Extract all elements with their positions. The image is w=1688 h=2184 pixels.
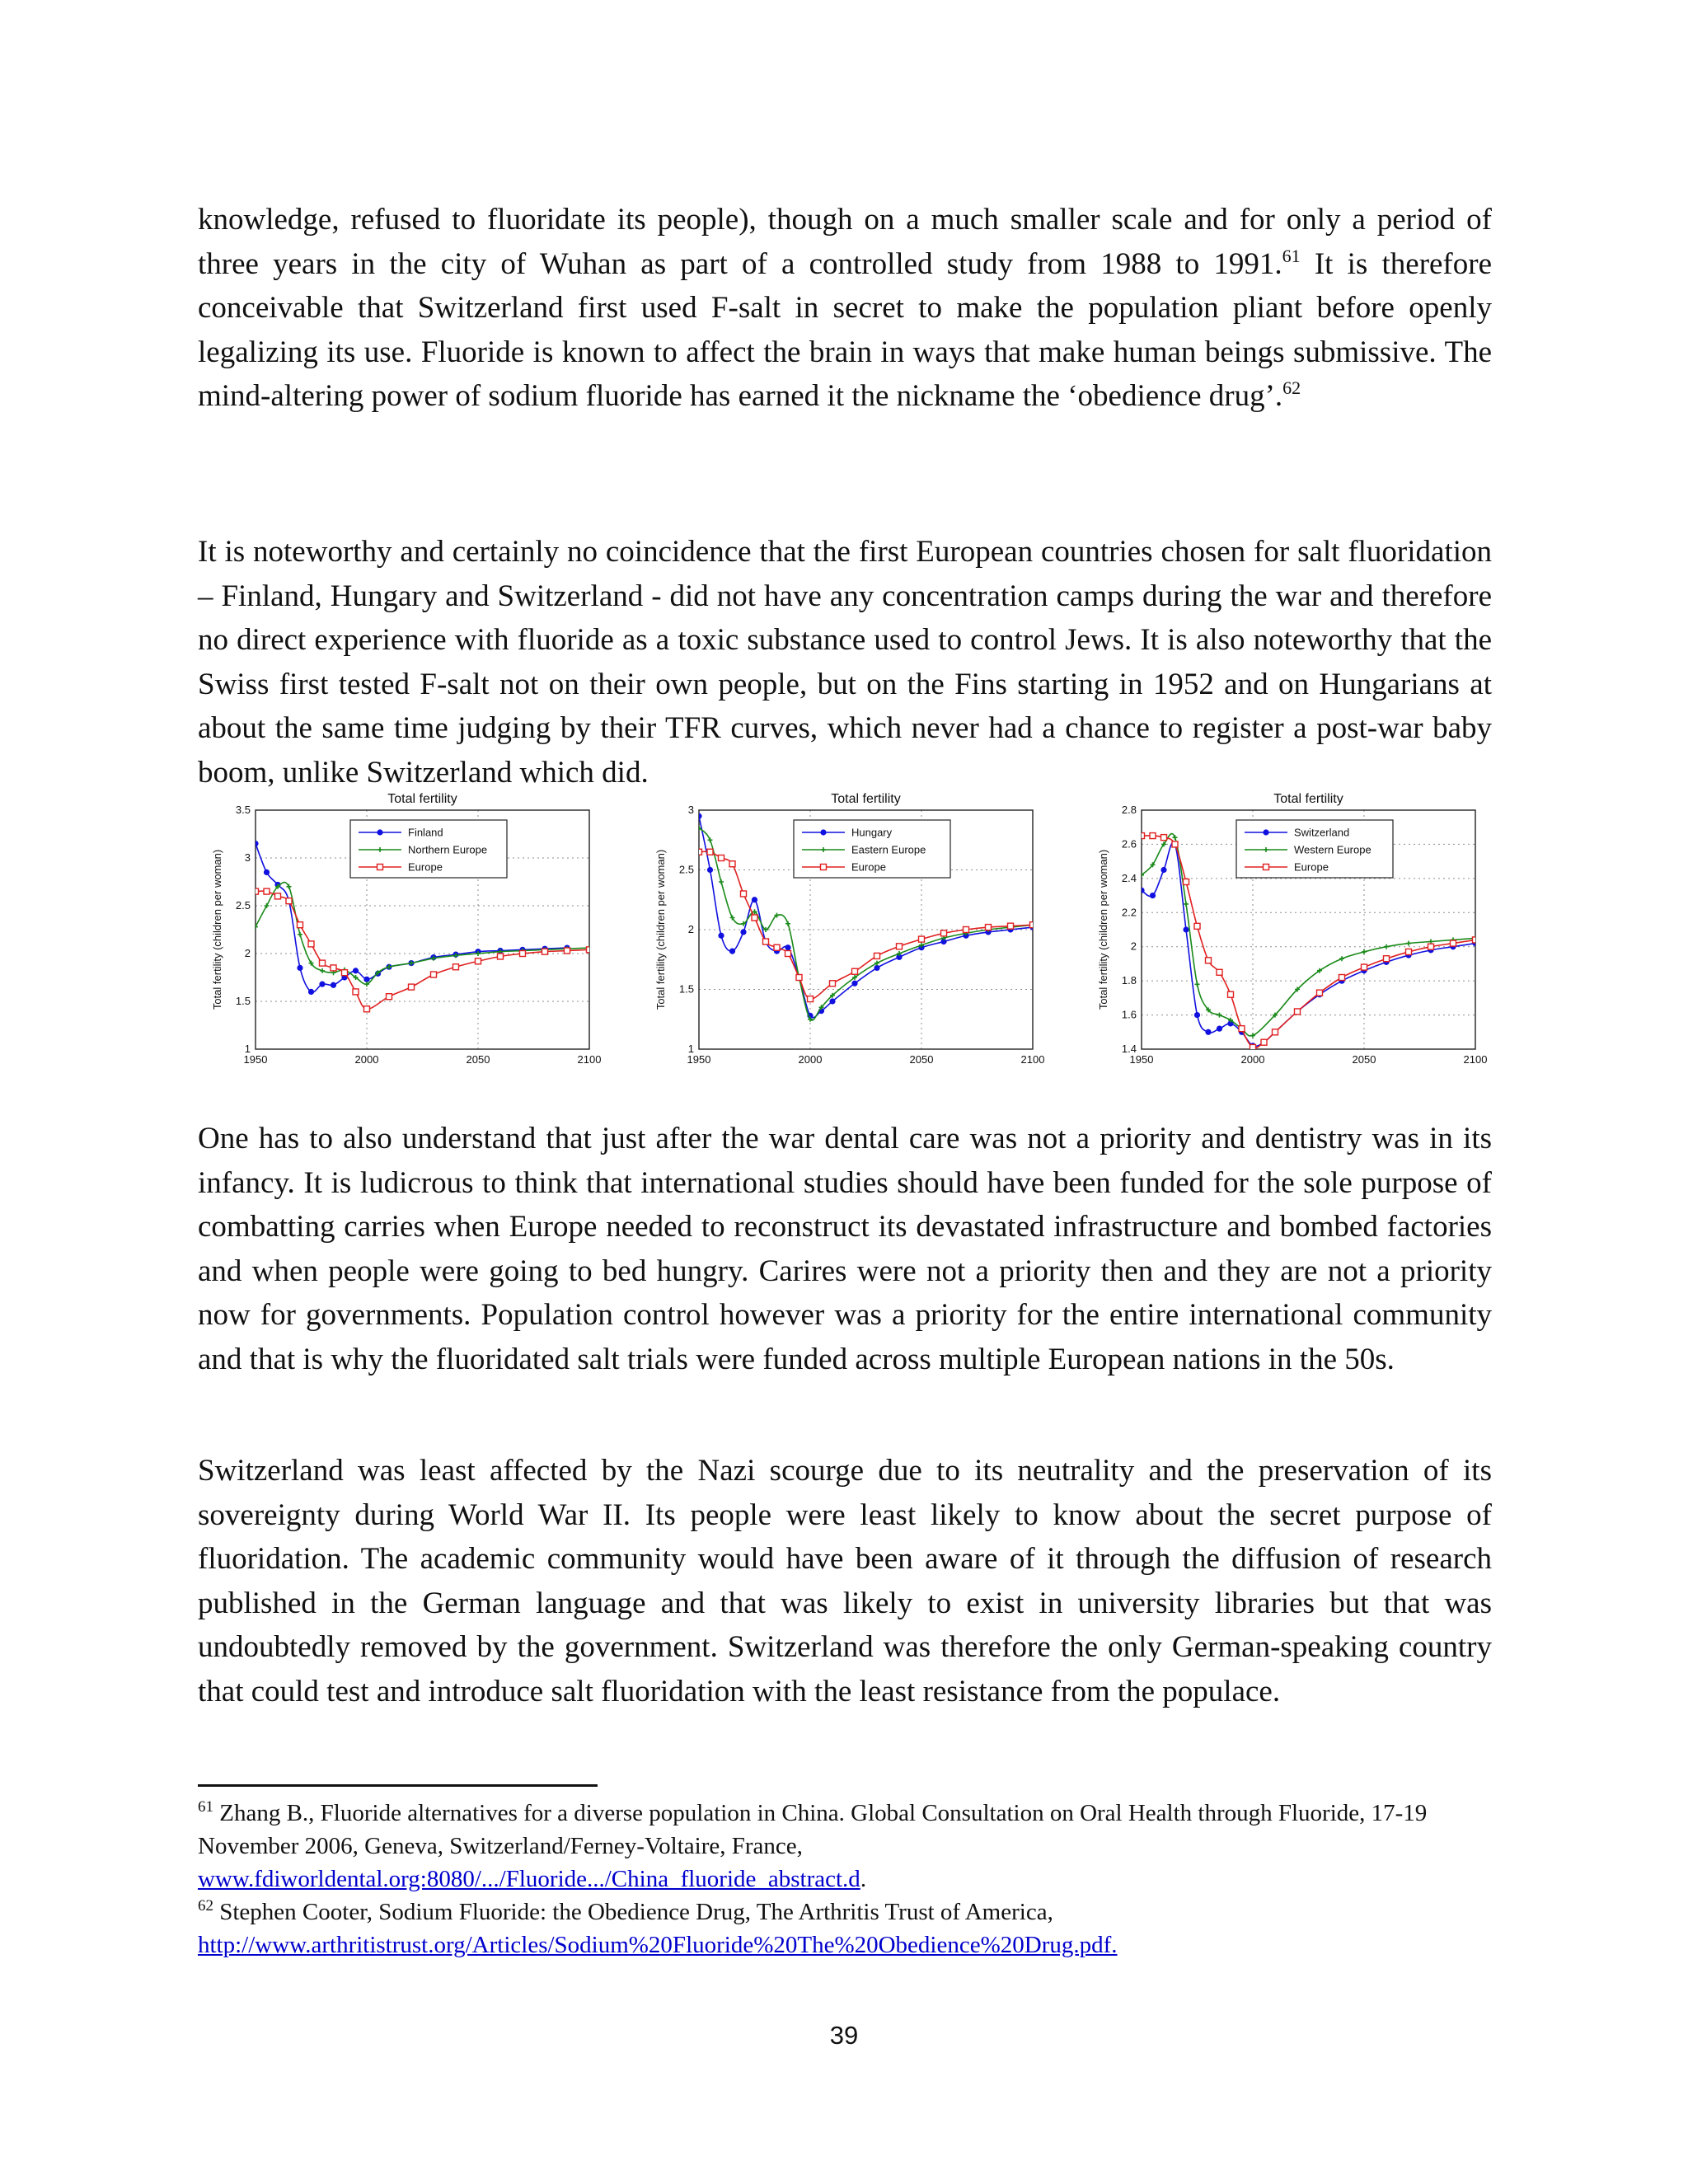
y-tick-label: 1.5 — [235, 995, 251, 1007]
footnote-61-line3 — [198, 1863, 1517, 1896]
data-point — [851, 981, 857, 987]
chart-title: Total fertility — [831, 792, 901, 806]
y-tick-label: 2.6 — [1121, 837, 1137, 851]
chart-hungary — [649, 787, 1045, 1084]
footnote-62-link[interactable]: http://www.arthritistrust.org/Articles/Sodium%20Fluoride%20The%20Obedience%20Drug.pdf. — [198, 1932, 1118, 1958]
legend-label: Eastern Europe — [851, 843, 926, 856]
legend-label: Finland — [408, 826, 443, 839]
paragraph-1-text-b: It is therefore conceivable that Switzerland first used F-salt in secret to make the population pliant before openly legalizing its use. Fluoride is known to affect the brain in ways that make human beings submissive. The mind-altering power of sodium fluoride has earned it the nickname the ‘obedience drug’. — [198, 246, 1492, 413]
data-point — [331, 965, 336, 971]
data-point — [342, 970, 348, 976]
footnote-61-period: . — [860, 1866, 867, 1892]
data-point — [763, 939, 769, 944]
y-tick-label: 1.5 — [678, 982, 694, 996]
data-point — [1406, 949, 1412, 954]
data-point — [752, 897, 757, 902]
data-point — [796, 975, 802, 981]
footnote-61-line1 — [198, 1797, 1517, 1830]
x-tick-label: 1950 — [687, 1053, 711, 1066]
footnote-62-number: 62 — [198, 1897, 213, 1915]
data-point — [308, 941, 314, 947]
x-tick-label: 2050 — [909, 1053, 934, 1066]
x-tick-label: 2000 — [1240, 1053, 1265, 1066]
x-tick-label: 2050 — [1352, 1053, 1376, 1066]
data-point — [1150, 833, 1156, 839]
y-tick-label: 2.8 — [1121, 804, 1137, 816]
y-tick-label: 1.4 — [1121, 1043, 1137, 1055]
data-point — [986, 925, 992, 930]
y-tick-label: 2.2 — [1121, 906, 1137, 919]
y-tick-label: 2.5 — [678, 863, 694, 876]
data-point — [1261, 1039, 1267, 1045]
data-point — [1172, 841, 1178, 847]
data-point — [498, 954, 504, 959]
data-point — [1317, 990, 1323, 996]
legend — [350, 820, 507, 878]
data-point — [264, 869, 270, 875]
data-point — [1008, 923, 1014, 929]
footnote-62-line2 — [198, 1929, 1517, 1961]
data-point — [363, 977, 369, 982]
data-point — [741, 891, 747, 897]
x-tick-label: 2100 — [1020, 1053, 1045, 1066]
data-point — [353, 989, 359, 995]
data-point — [1239, 1026, 1245, 1032]
chart-switzerland — [1092, 787, 1488, 1084]
data-point — [387, 994, 392, 1000]
chart-title: Total fertility — [387, 792, 457, 806]
data-point — [740, 929, 746, 935]
footnote-61-text: Zhang B., Fluoride alternatives for a diverse population in China. Global Consultation on Oral Health through Fluoride, 17-19 — [213, 1800, 1428, 1826]
legend-label: Hungary — [851, 826, 893, 839]
data-point — [1339, 975, 1345, 981]
data-point — [297, 965, 302, 971]
data-point — [1184, 879, 1189, 885]
data-point — [453, 964, 459, 970]
y-tick-label: 1.8 — [1121, 974, 1137, 987]
data-point — [1161, 835, 1167, 841]
data-point — [874, 953, 880, 958]
footnote-ref-61[interactable]: 61 — [1282, 245, 1301, 266]
data-point — [1030, 922, 1036, 928]
data-point — [587, 947, 593, 953]
x-tick-label: 2000 — [354, 1053, 379, 1066]
data-point — [1194, 1012, 1200, 1018]
data-point — [829, 998, 835, 1004]
paragraph-1-text-a: knowledge, refused to fluoridate its people), though on a much smaller scale and for only a period of three years in the city of Wuhan as part of a controlled study from 1988 to 1991. — [198, 203, 1492, 281]
data-point — [409, 984, 415, 990]
x-tick-label: 1950 — [1129, 1053, 1154, 1066]
data-point — [1139, 833, 1145, 839]
data-point — [1473, 937, 1479, 943]
y-tick-label: 1.6 — [1121, 1008, 1137, 1021]
y-tick-label: 2 — [244, 947, 251, 959]
data-point — [1295, 1009, 1301, 1015]
paragraph-2: It is noteworthy and certainly no coincidence that the first European countries chosen for salt fluoridation – Finland, Hungary and Switzerland - did not have any concentration camps during the war and therefore no direct experience with fluoride as a toxic substance used to control Jews. It is also noteworthy that the Swiss first tested F-salt not on their own people, but on the Fins starting in 1952 and on Hungarians at about the same time judging by their TFR curves, which never had a chance to register a post-war baby boom, unlike Switzerland which did. — [198, 535, 1492, 790]
data-point — [431, 972, 437, 977]
chart-switzerland-svg — [1092, 787, 1488, 1084]
x-tick-label: 2050 — [466, 1053, 490, 1066]
data-point — [542, 949, 548, 954]
data-point — [852, 968, 858, 974]
legend — [1236, 820, 1393, 878]
data-point — [1451, 940, 1456, 946]
data-point — [729, 861, 735, 867]
data-point — [919, 936, 925, 942]
legend-marker — [377, 865, 383, 870]
legend-marker — [821, 865, 827, 870]
legend-marker — [820, 829, 826, 835]
data-point — [785, 951, 791, 957]
data-point — [1194, 923, 1200, 929]
data-point — [1228, 991, 1234, 997]
footnote-61-line2: November 2006, Geneva, Switzerland/Ferney-Voltaire, France, — [198, 1833, 803, 1859]
x-tick-label: 2000 — [798, 1053, 823, 1066]
y-tick-label: 2 — [687, 923, 694, 935]
data-point — [264, 888, 270, 894]
data-point — [520, 951, 526, 957]
data-point — [308, 989, 314, 995]
data-point — [830, 981, 836, 987]
footnote-62-text: Stephen Cooter, Sodium Fluoride: the Obedience Drug, The Arthritis Trust of America, — [213, 1899, 1053, 1925]
fertility-charts — [206, 787, 1492, 1084]
legend-label: Western Europe — [1294, 843, 1372, 856]
data-point — [331, 982, 336, 988]
data-point — [253, 888, 259, 894]
data-point — [1273, 1029, 1278, 1035]
data-point — [364, 1006, 370, 1012]
legend-label: Europe — [1294, 860, 1329, 874]
footnote-separator — [198, 1784, 598, 1787]
legend-label: Europe — [408, 860, 443, 874]
data-point — [774, 944, 780, 950]
legend-marker — [1264, 865, 1269, 870]
data-point — [298, 922, 303, 928]
y-tick-label: 3.5 — [235, 804, 251, 816]
data-point — [320, 960, 326, 966]
data-point — [729, 949, 735, 954]
chart-finland — [206, 787, 602, 1084]
data-point — [252, 841, 258, 846]
legend — [794, 820, 950, 878]
x-tick-label: 2100 — [1463, 1053, 1488, 1066]
data-point — [785, 944, 790, 950]
page-number: 39 — [829, 2021, 859, 2050]
chart-title: Total fertility — [1273, 792, 1343, 806]
data-point — [1205, 1029, 1211, 1035]
footnote-ref-62[interactable]: 62 — [1282, 377, 1301, 398]
data-point — [275, 893, 281, 899]
footnote-61-number: 61 — [198, 1798, 213, 1816]
data-point — [808, 996, 814, 1002]
y-tick-label: 1 — [687, 1043, 694, 1055]
data-point — [1160, 867, 1166, 873]
y-tick-label: 2.4 — [1121, 871, 1137, 884]
data-point — [476, 958, 481, 964]
chart-hungary-svg — [649, 787, 1045, 1084]
legend-label: Europe — [851, 860, 886, 874]
data-point — [1362, 964, 1367, 970]
data-point — [1384, 956, 1390, 962]
data-point — [1183, 926, 1189, 932]
legend-marker — [377, 829, 382, 835]
paragraph-4: Switzerland was least affected by the Nazi scourge due to its neutrality and the preservation of its sovereignty during World War II. Its people were least likely to know about the secret purpose of fluoridation. The academic community would have been aware of it through the diffusion of research published in the German language and that was likely to exist in university libraries but that was undoubtedly removed by the government. Switzerland was therefore the only German-speaking country that could test and introduce salt fluoridation with the least resistance from the populace. — [198, 1454, 1492, 1708]
data-point — [319, 982, 325, 987]
y-tick-label: 3 — [687, 804, 694, 816]
data-point — [565, 948, 570, 954]
paragraph-1 — [198, 198, 1492, 419]
data-point — [286, 898, 292, 904]
data-point — [897, 944, 903, 949]
data-point — [752, 915, 757, 921]
chart-finland-svg — [206, 787, 602, 1084]
x-tick-label: 2100 — [577, 1053, 602, 1066]
data-point — [874, 965, 879, 971]
footnote-62-line1 — [198, 1896, 1517, 1929]
data-point — [707, 849, 713, 855]
data-point — [1217, 1026, 1222, 1032]
data-point — [1138, 888, 1144, 893]
data-point — [696, 813, 701, 819]
legend-label: Northern Europe — [408, 843, 488, 856]
data-point — [696, 849, 702, 855]
paragraph-3: One has to also understand that just after the war dental care was not a priority and dentistry was in its infancy. It is ludicrous to think that international studies should have been funded for the sole purpose of combatting carries when Europe needed to reconstruct its devastated infrastructure and bombed factories and when people were going to bed hungry. Carires were not a priority then and they are not a priority now for governments. Population control however was a priority for the entire international community and that is why the fluoridated salt trials were funded across multiple European nations in the 50s. — [198, 1122, 1492, 1376]
data-point — [964, 927, 969, 933]
data-point — [941, 930, 947, 936]
data-point — [353, 968, 359, 973]
footnote-62 — [198, 1896, 1517, 1961]
data-point — [1150, 893, 1156, 898]
footnote-61-link[interactable]: www.fdiworldental.org:8080/.../Fluoride.../China_fluoride_abstract.d — [198, 1866, 860, 1892]
data-point — [1217, 969, 1222, 975]
legend-label: Switzerland — [1294, 826, 1350, 839]
y-tick-label: 2 — [1130, 940, 1137, 953]
y-axis-label: Total fertility (children per woman) — [1097, 849, 1109, 1010]
footnote-61 — [198, 1797, 1517, 1896]
y-tick-label: 1 — [244, 1043, 251, 1055]
data-point — [718, 933, 724, 939]
data-point — [1428, 944, 1434, 949]
x-tick-label: 1950 — [243, 1053, 268, 1066]
data-point — [707, 867, 713, 873]
y-axis-label: Total fertility (children per woman) — [211, 849, 223, 1010]
y-tick-label: 3 — [244, 851, 251, 864]
y-axis-label: Total fertility (children per woman) — [654, 849, 667, 1010]
legend-marker — [1263, 829, 1268, 835]
data-point — [719, 855, 724, 861]
data-point — [1206, 958, 1212, 963]
y-tick-label: 2.5 — [235, 899, 251, 912]
